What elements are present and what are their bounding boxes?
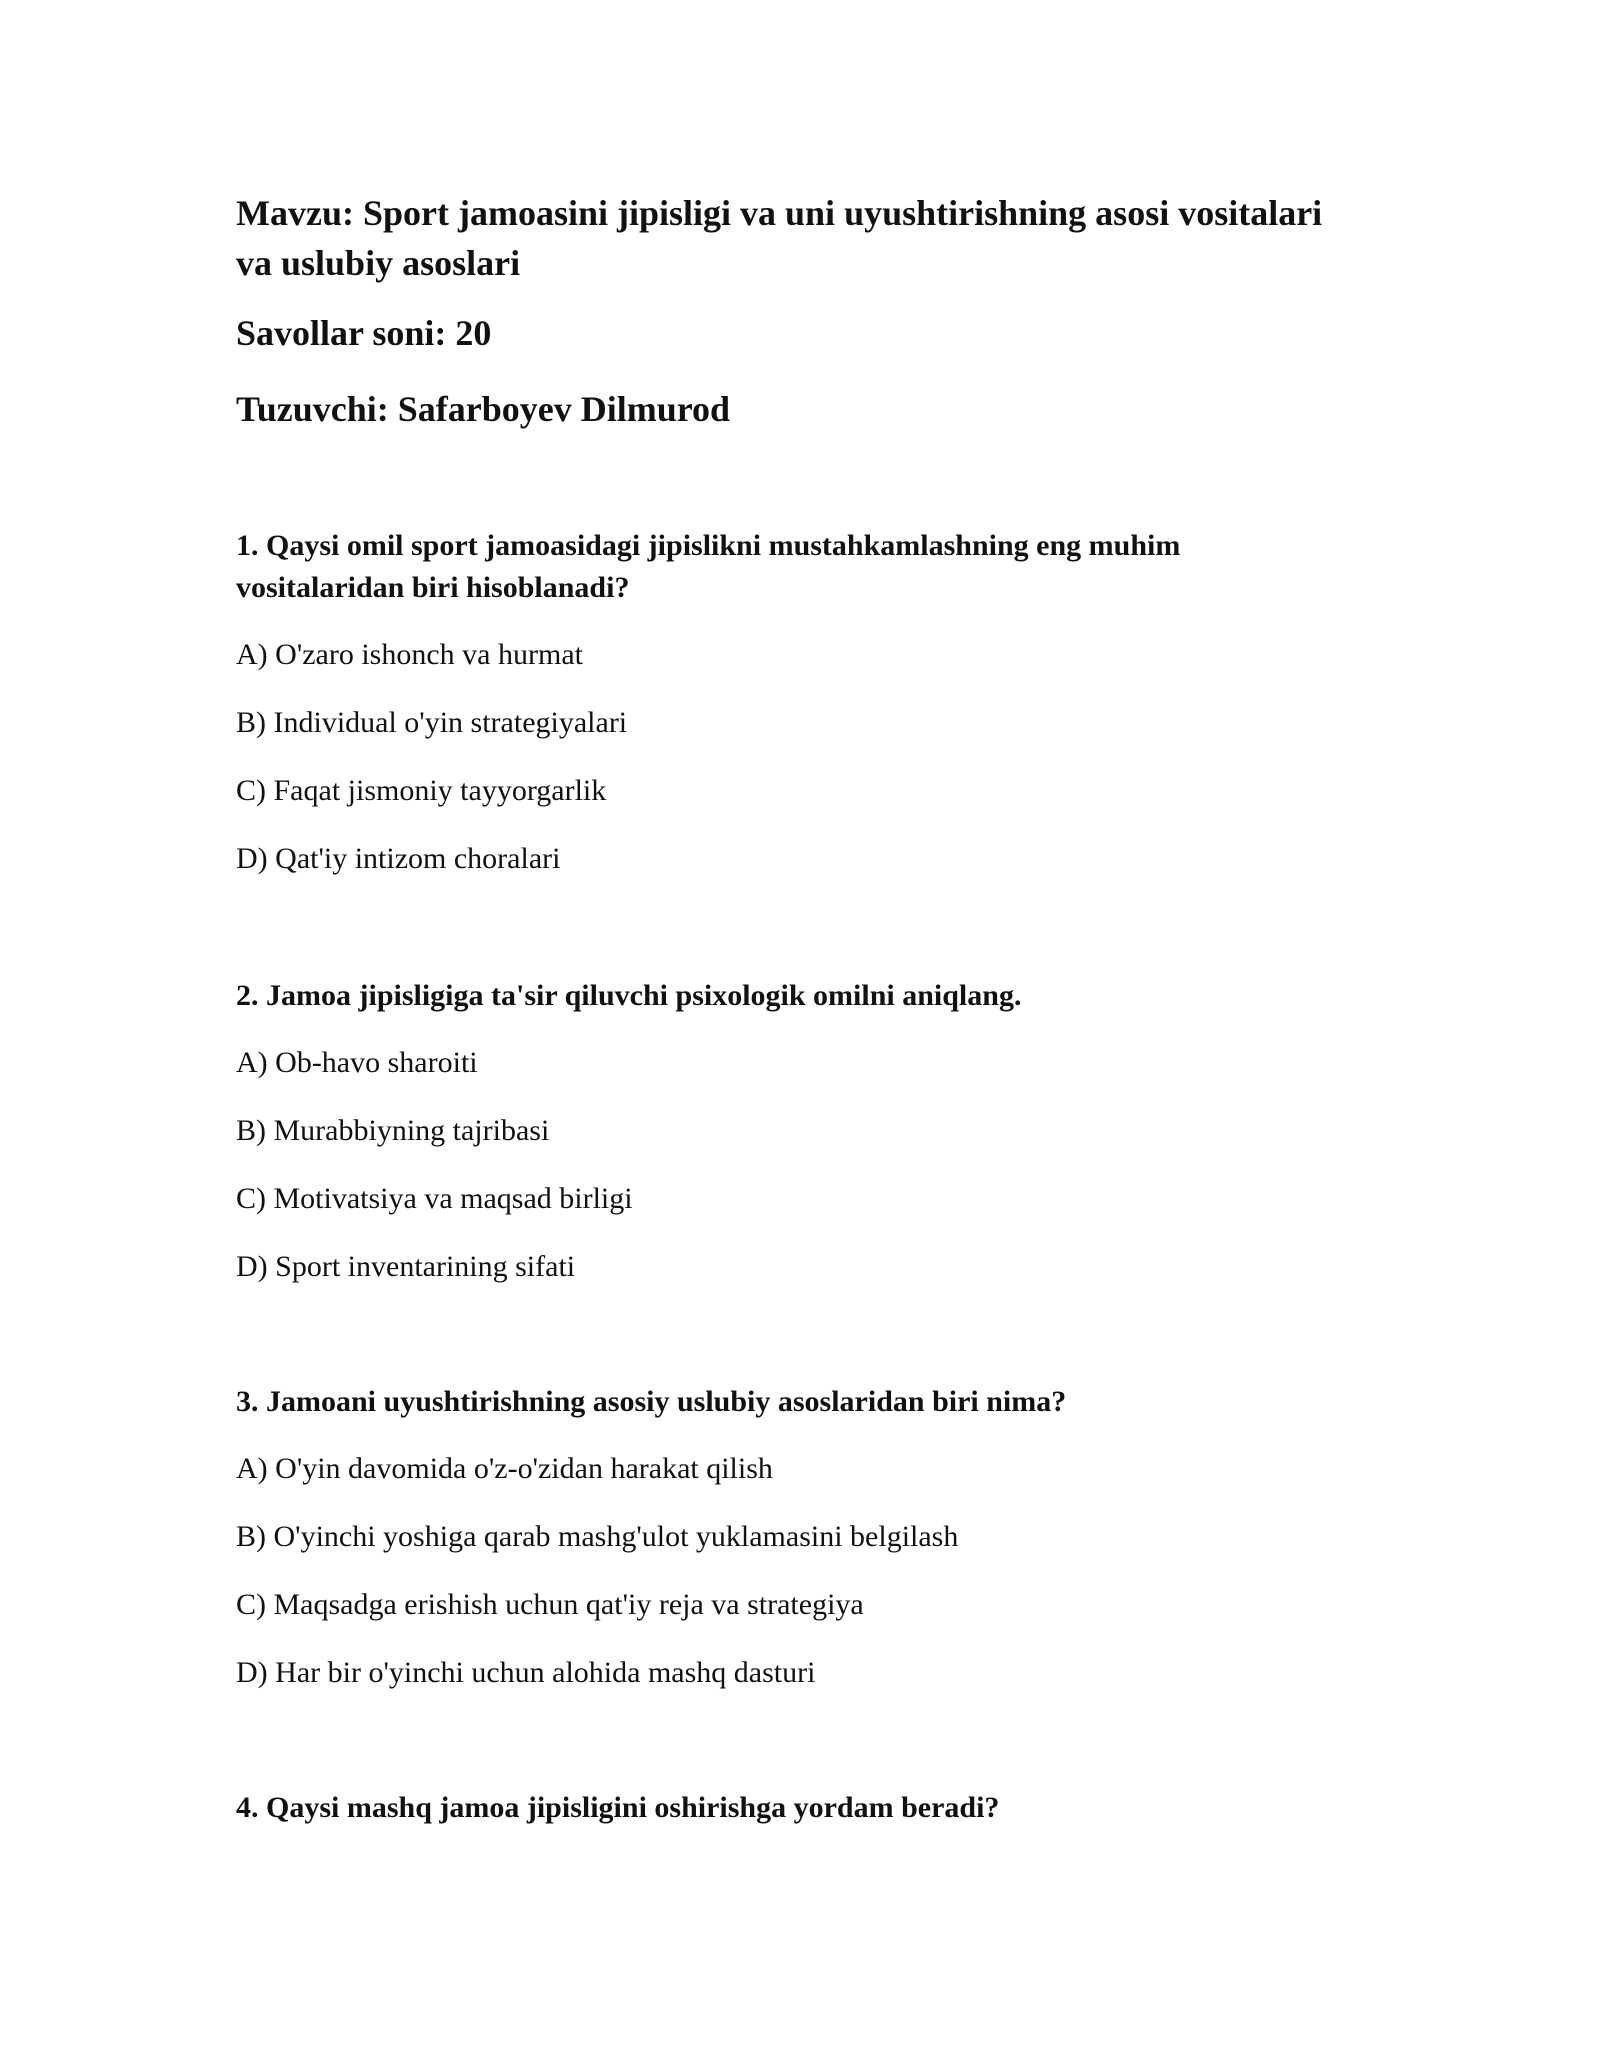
answer-option: B) Murabbiyning tajribasi (236, 1114, 550, 1147)
answer-option: D) Sport inventarining sifati (236, 1250, 576, 1283)
question-block (236, 525, 1336, 880)
answer-option: D) Qat'iy intizom choralari (236, 842, 561, 875)
question-text: 2. Jamoa jipisligiga ta'sir qiluvchi psixologik omilni aniqlang. (236, 979, 1022, 1012)
question-text: 1. Qaysi omil sport jamoasidagi jipislikni mustahkamlashning eng muhim vositalaridan biri hisoblanadi? (236, 529, 1181, 604)
answer-option: B) O'yinchi yoshiga qarab mashg'ulot yuklamasini belgilash (236, 1520, 959, 1553)
topic-title: Mavzu: Sport jamoasini jipisligi va uni uyushtirishning asosi vositalari va uslubiy asoslari (236, 193, 1323, 283)
question-count: Savollar soni: 20 (236, 313, 492, 353)
answer-option: C) Faqat jismoniy tayyorgarlik (236, 774, 607, 807)
answer-option: A) O'zaro ishonch va hurmat (236, 638, 583, 671)
question-block (236, 1787, 1336, 1829)
author-line: Tuzuvchi: Safarboyev Dilmurod (236, 389, 731, 429)
answer-option: C) Maqsadga erishish uchun qat'iy reja va strategiya (236, 1588, 864, 1621)
question-block (236, 975, 1336, 1288)
question-text: 4. Qaysi mashq jamoa jipisligini oshirishga yordam beradi? (236, 1791, 1000, 1824)
answer-option: A) Ob-havo sharoiti (236, 1046, 478, 1079)
answer-option: A) O'yin davomida o'z-o'zidan harakat qilish (236, 1452, 773, 1485)
question-block (236, 1381, 1336, 1694)
answer-option: D) Har bir o'yinchi uchun alohida mashq dasturi (236, 1656, 816, 1689)
question-text: 3. Jamoani uyushtirishning asosiy uslubiy asoslaridan biri nima? (236, 1385, 1067, 1418)
answer-option: C) Motivatsiya va maqsad birligi (236, 1182, 633, 1215)
answer-option: B) Individual o'yin strategiyalari (236, 706, 628, 739)
